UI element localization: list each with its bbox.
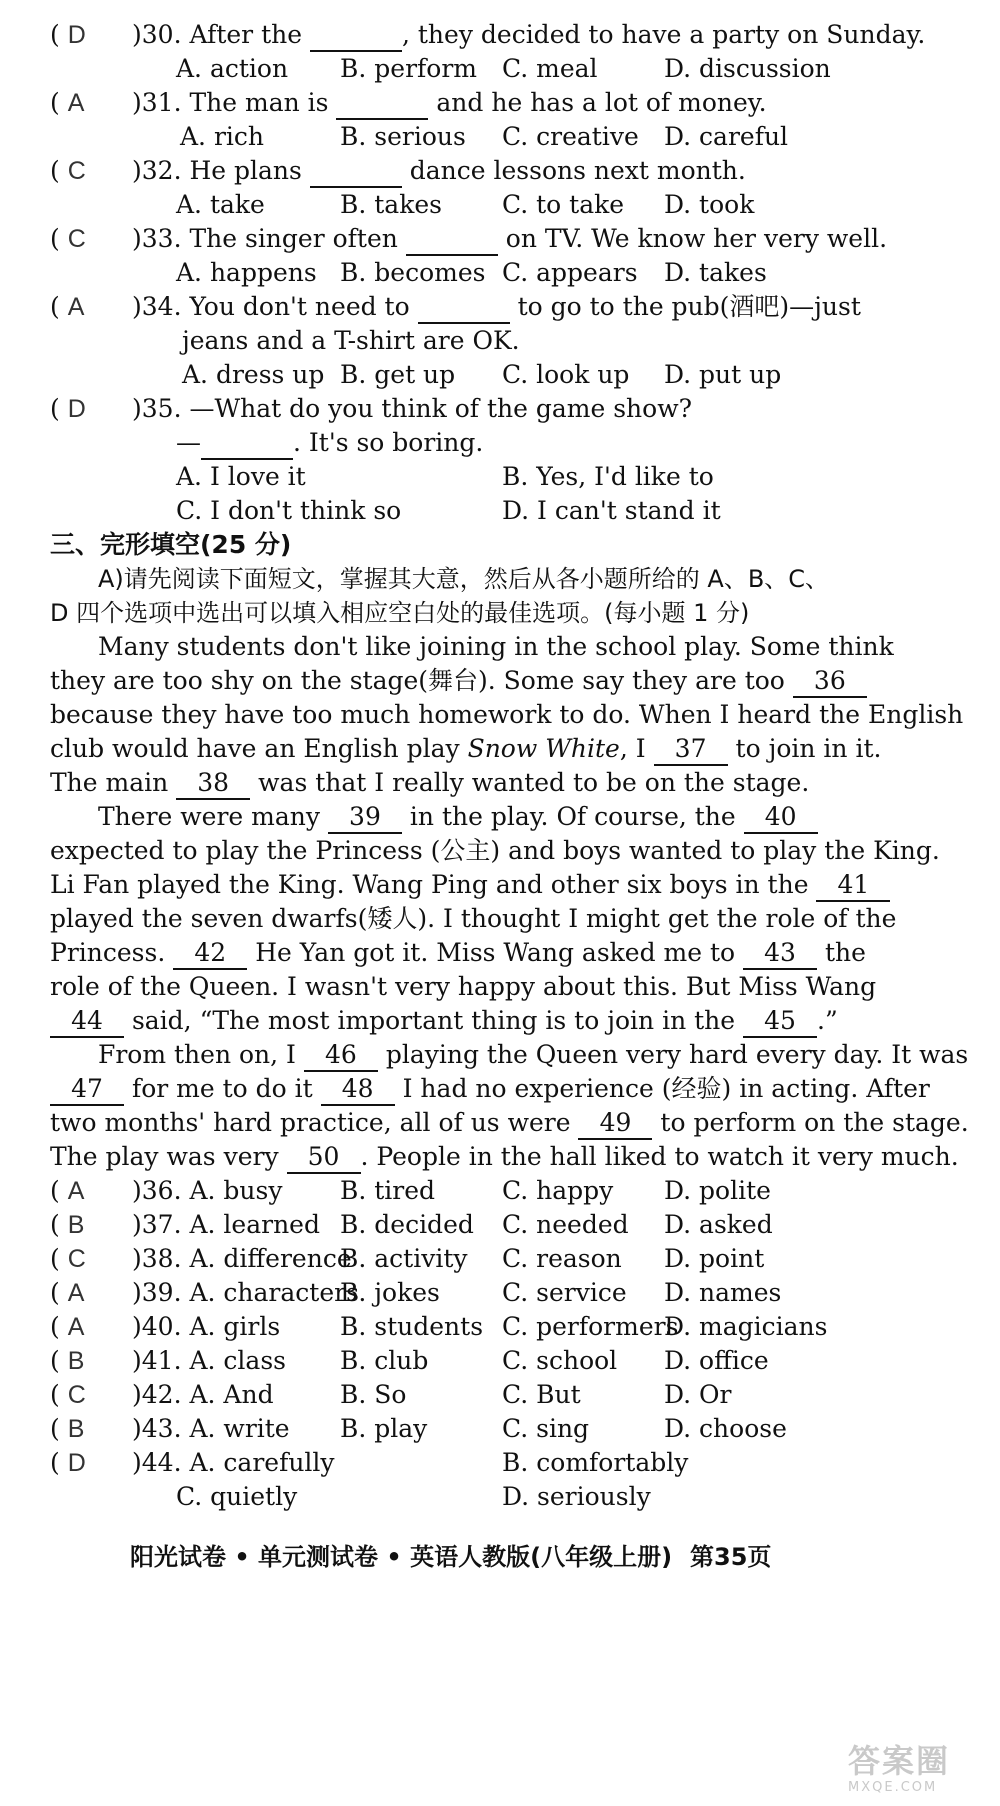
q30-stem: )30. After the , they decided to have a party on Sunday. (132, 18, 925, 52)
numbered-blank: 40 (744, 802, 818, 834)
numbered-blank: 50 (287, 1142, 361, 1174)
answer-blank (310, 158, 402, 188)
answer-letter: A (67, 1313, 85, 1341)
q34-stem-line2: jeans and a T-shirt are OK. (182, 326, 520, 355)
q34-bracket: ( A (50, 292, 85, 321)
option-d: D. Or (664, 1380, 732, 1409)
numbered-blank: 48 (321, 1074, 395, 1106)
option-row-37: ( B (50, 1210, 85, 1239)
q31-option-c: C. creative (502, 122, 639, 151)
passage-line: Princess. 42 He Yan got it. Miss Wang asked me to 43 the (50, 936, 866, 970)
q30-option-d: D. discussion (664, 54, 831, 83)
passage-line: 47 for me to do it 48 I had no experience (经验) in acting. After (50, 1072, 930, 1106)
option-row-43: ( B (50, 1414, 85, 1443)
option-a: )39. A. characters (132, 1278, 359, 1307)
passage-line: There were many 39 in the play. Of course, the 40 (98, 800, 818, 834)
q32-bracket: ( C (50, 156, 86, 185)
numbered-blank: 39 (328, 802, 402, 834)
answer-letter: B (67, 1211, 85, 1239)
watermark-sub: MXQE.COM (848, 1780, 938, 1795)
q32-option-c: C. to take (502, 190, 625, 219)
answer-letter: C (67, 1381, 86, 1409)
q31-option-b: B. serious (340, 122, 466, 151)
q30-bracket: ( D (50, 20, 86, 49)
answer-letter: C (67, 157, 86, 185)
option-row-44: ( D (50, 1448, 86, 1477)
numbered-blank: 41 (816, 870, 890, 902)
q32-stem: )32. He plans dance lessons next month. (132, 154, 746, 188)
q35-stem: )35. —What do you think of the game show? (132, 394, 693, 423)
q33-bracket: ( C (50, 224, 86, 253)
option-b: B. jokes (340, 1278, 440, 1307)
option-b: B. club (340, 1346, 429, 1375)
q35-response: — . It's so boring. (176, 426, 483, 460)
passage-line: role of the Queen. I wasn't very happy about this. But Miss Wang (50, 972, 877, 1001)
watermark-text: 答案圈 (848, 1742, 951, 1780)
q32-option-d: D. took (664, 190, 755, 219)
option-row-40: ( A (50, 1312, 85, 1341)
passage-line: club would have an English play Snow White, I 37 to join in it. (50, 732, 881, 766)
passage-line: because they have too much homework to do. When I heard the English (50, 700, 964, 729)
q34-option-d: D. put up (664, 360, 782, 389)
numbered-blank: 49 (578, 1108, 652, 1140)
page-number: 第35页 (690, 1543, 772, 1571)
option-c: C. But (502, 1380, 581, 1409)
q31-option-d: D. careful (664, 122, 789, 151)
footer-title: 阳光试卷 • 单元测试卷 • 英语人教版(八年级上册) (130, 1543, 673, 1571)
option-c: C. service (502, 1278, 627, 1307)
option-d: D. choose (664, 1414, 787, 1443)
option-row-36: ( A (50, 1176, 85, 1205)
passage-line: The play was very 50 . People in the hall liked to watch it very much. (50, 1140, 959, 1174)
numbered-blank: 45 (743, 1006, 817, 1038)
option-a: )36. A. busy (132, 1176, 283, 1205)
answer-blank (336, 90, 428, 120)
option-b: B. activity (340, 1244, 468, 1273)
q31-bracket: ( A (50, 88, 85, 117)
numbered-blank: 43 (743, 938, 817, 970)
q30-option-b: B. perform (340, 54, 477, 83)
q30-option-a: A. action (176, 54, 289, 83)
option-b: B. comfortably (502, 1448, 689, 1477)
q31-stem: )31. The man is and he has a lot of money. (132, 86, 767, 120)
option-b: B. students (340, 1312, 484, 1341)
answer-blank (310, 22, 402, 52)
passage-line: they are too shy on the stage(舞台). Some say they are too 36 (50, 664, 867, 698)
passage-line: two months' hard practice, all of us were 49 to perform on the stage. (50, 1106, 969, 1140)
section-title: 三、完形填空(25 分) (50, 530, 292, 559)
answer-letter: A (67, 89, 85, 117)
answer-letter: B (67, 1415, 85, 1443)
passage-line: The main 38 was that I really wanted to be on the stage. (50, 766, 809, 800)
option-a: )40. A. girls (132, 1312, 281, 1341)
numbered-blank: 42 (173, 938, 247, 970)
option-d: D. polite (664, 1176, 771, 1205)
option-d: D. office (664, 1346, 769, 1375)
option-a: )37. A. learned (132, 1210, 320, 1239)
option-c: C. happy (502, 1176, 614, 1205)
passage-line: expected to play the Princess (公主) and boys wanted to play the King. (50, 836, 940, 865)
option-c: C. quietly (176, 1482, 298, 1511)
q33-option-b: B. becomes (340, 258, 486, 287)
answer-letter: C (67, 1245, 86, 1273)
passage-line: Many students don't like joining in the school play. Some think (98, 632, 894, 661)
play-title: Snow White (467, 734, 620, 763)
instruction-line2: D 四个选项中选出可以填入相应空白处的最佳选项。(每小题 1 分) (50, 599, 750, 627)
answer-letter: C (67, 225, 86, 253)
answer-blank (406, 226, 498, 256)
q35-option-b: B. Yes, I'd like to (502, 462, 714, 491)
answer-letter: A (67, 1177, 85, 1205)
option-c: C. needed (502, 1210, 629, 1239)
numbered-blank: 47 (50, 1074, 124, 1106)
instruction-line1: A)请先阅读下面短文，掌握其大意，然后从各小题所给的 A、B、C、 (98, 565, 830, 593)
q34-option-a: A. dress up (182, 360, 325, 389)
option-row-42: ( C (50, 1380, 86, 1409)
numbered-blank: 38 (176, 768, 250, 800)
option-d: D. point (664, 1244, 765, 1273)
numbered-blank: 44 (50, 1006, 124, 1038)
q31-option-a: A. rich (180, 122, 264, 151)
option-row-39: ( A (50, 1278, 85, 1307)
option-d: D. magicians (664, 1312, 828, 1341)
q33-option-d: D. takes (664, 258, 767, 287)
option-b: B. So (340, 1380, 407, 1409)
answer-letter: A (67, 293, 85, 321)
q34-stem: )34. You don't need to to go to the pub(酒吧)—just (132, 290, 861, 324)
passage-line: 44 said, “The most important thing is to join in the 45 .” (50, 1004, 838, 1038)
q35-bracket: ( D (50, 394, 86, 423)
option-c: C. sing (502, 1414, 590, 1443)
answer-letter: D (67, 21, 86, 49)
q32-option-b: B. takes (340, 190, 442, 219)
q35-option-c: C. I don't think so (176, 496, 402, 525)
q33-option-a: A. happens (176, 258, 317, 287)
answer-letter: D (67, 1449, 86, 1477)
option-d: D. names (664, 1278, 782, 1307)
answer-letter: D (67, 395, 86, 423)
option-a: )42. A. And (132, 1380, 274, 1409)
option-row-38: ( C (50, 1244, 86, 1273)
q30-option-c: C. meal (502, 54, 598, 83)
option-a: )41. A. class (132, 1346, 286, 1375)
passage-line: played the seven dwarfs(矮人). I thought I might get the role of the (50, 904, 897, 933)
option-a: )44. A. carefully (132, 1448, 335, 1477)
option-b: B. play (340, 1414, 428, 1443)
answer-letter: A (67, 1279, 85, 1307)
option-c: C. reason (502, 1244, 622, 1273)
q34-option-b: B. get up (340, 360, 456, 389)
option-d: D. asked (664, 1210, 773, 1239)
q35-option-d: D. I can't stand it (502, 496, 721, 525)
numbered-blank: 37 (654, 734, 728, 766)
q32-option-a: A. take (176, 190, 265, 219)
option-c: C. school (502, 1346, 618, 1375)
option-a: )38. A. difference (132, 1244, 352, 1273)
answer-blank (201, 430, 293, 460)
q34-option-c: C. look up (502, 360, 630, 389)
option-a: )43. A. write (132, 1414, 290, 1443)
numbered-blank: 46 (304, 1040, 378, 1072)
answer-letter: B (67, 1347, 85, 1375)
q35-option-a: A. I love it (176, 462, 306, 491)
option-b: B. decided (340, 1210, 474, 1239)
option-row-41: ( B (50, 1346, 85, 1375)
option-b: B. tired (340, 1176, 436, 1205)
q33-option-c: C. appears (502, 258, 638, 287)
option-c: C. performers (502, 1312, 679, 1341)
passage-line: Li Fan played the King. Wang Ping and other six boys in the 41 (50, 868, 890, 902)
passage-line: From then on, I 46 playing the Queen very hard every day. It was (98, 1038, 968, 1072)
numbered-blank: 36 (793, 666, 867, 698)
answer-blank (418, 294, 510, 324)
watermark-logo (848, 1742, 994, 1802)
q33-stem: )33. The singer often on TV. We know her very well. (132, 222, 887, 256)
option-d: D. seriously (502, 1482, 651, 1511)
